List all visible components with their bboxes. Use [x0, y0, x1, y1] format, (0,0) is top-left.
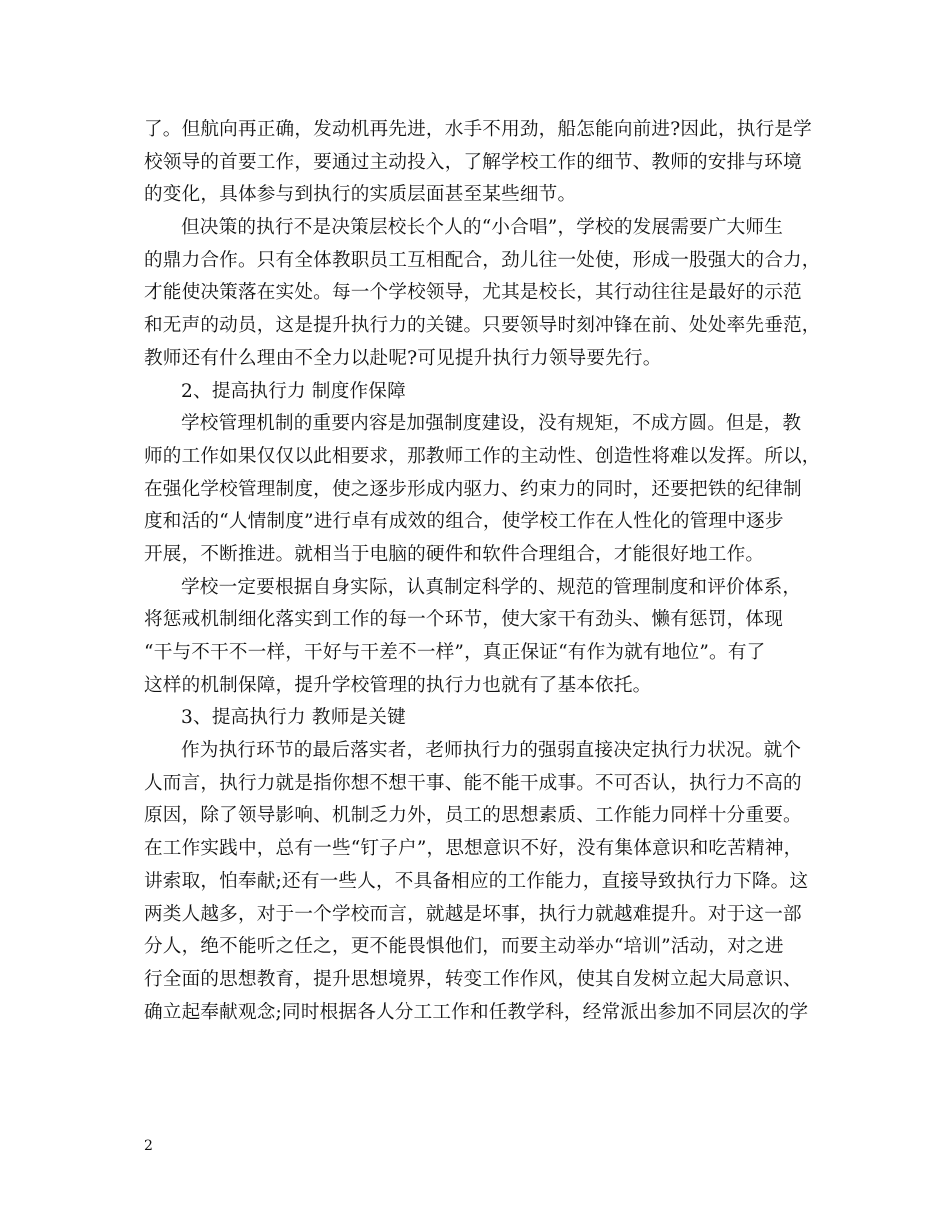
- section-heading: 2、提高执行力 制度作保障: [181, 380, 406, 402]
- page-number: 2: [144, 1138, 153, 1154]
- paragraph-first-line: 学校一定要根据自身实际，认真制定科学的、规范的管理制度和评价体系，: [181, 576, 802, 598]
- text-line: 才能使决策落在实处。每一个学校领导，尤其是校长，其行动往往是最好的示范: [144, 282, 802, 304]
- text-line: 在强化学校管理制度，使之逐步形成内驱力、约束力的同时，还要把铁的纪律制: [144, 478, 802, 500]
- text-line: 度和活的“人情制度”进行卓有成效的组合，使学校工作在人性化的管理中逐步: [144, 511, 784, 533]
- text-line: 这样的机制保障，提升学校管理的执行力也就有了基本依托。: [144, 674, 652, 696]
- text-line: 和无声的动员，这是提升执行力的关键。只要领导时刻冲锋在前、处处率先垂范，: [144, 315, 821, 337]
- body-text: [144, 114, 820, 1029]
- paragraph-first-line: 学校管理机制的重要内容是加强制度建设，没有规矩，不成方圆。但是，教: [181, 413, 802, 435]
- text-line: 的鼎力合作。只有全体教职员工互相配合，劲儿往一处使，形成一股强大的合力，: [144, 249, 821, 271]
- text-line: 两类人越多，对于一个学校而言，就越是坏事，执行力就越难提升。对于这一部: [144, 903, 802, 925]
- text-line: 的变化，具体参与到执行的实质层面甚至某些细节。: [144, 184, 577, 206]
- text-line: “干与不干不一样，干好与干差不一样”，真正保证“有作为就有地位”。有了: [144, 642, 766, 663]
- text-line: 确立起奉献观念;同时根据各人分工工作和任教学科，经常派出参加不同层次的学: [144, 1001, 809, 1023]
- text-line: 人而言，执行力就是指你想不想干事、能不能干成事。不可否认，执行力不高的: [144, 772, 802, 794]
- text-line: 将惩戒机制细化落实到工作的每一个环节，使大家干有劲头、懒有惩罚，体现: [144, 609, 783, 631]
- paragraph-first-line: 作为执行环节的最后落实者，老师执行力的强弱直接决定执行力状况。就个: [181, 740, 802, 762]
- paragraph-first-line: 但决策的执行不是决策层校长个人的“小合唱”，学校的发展需要广大师生: [181, 217, 784, 239]
- text-line: 开展，不断推进。就相当于电脑的硬件和软件合理组合，才能很好地工作。: [144, 543, 765, 565]
- text-line: 在工作实践中，总有一些“钉子户”，思想意识不好，没有集体意识和吃苦精神，: [144, 838, 803, 860]
- section-heading: 3、提高执行力 教师是关键: [181, 707, 406, 729]
- text-line: 师的工作如果仅仅以此相要求，那教师工作的主动性、创造性将难以发挥。所以，: [144, 445, 821, 467]
- text-line: 行全面的思想教育，提升思想境界，转变工作作风，使其自发树立起大局意识、: [144, 968, 802, 990]
- text-line: 教师还有什么理由不全力以赴呢?可见提升执行力领导要先行。: [144, 347, 662, 369]
- text-line: 校领导的首要工作，要通过主动投入，了解学校工作的细节、教师的安排与环境: [144, 151, 802, 173]
- text-line: 讲索取，怕奉献;还有一些人，不具备相应的工作能力，直接导致执行力下降。这: [144, 870, 809, 892]
- text-line: 分人，绝不能听之任之，更不能畏惧他们，而要主动举办“培训”活动，对之进: [144, 936, 784, 958]
- text-line: 了。但航向再正确，发动机再先进，水手不用劲，船怎能向前进?因此，执行是学: [144, 119, 812, 140]
- text-line: 原因，除了领导影响、机制乏力外，员工的思想素质、工作能力同样十分重要。: [144, 805, 802, 827]
